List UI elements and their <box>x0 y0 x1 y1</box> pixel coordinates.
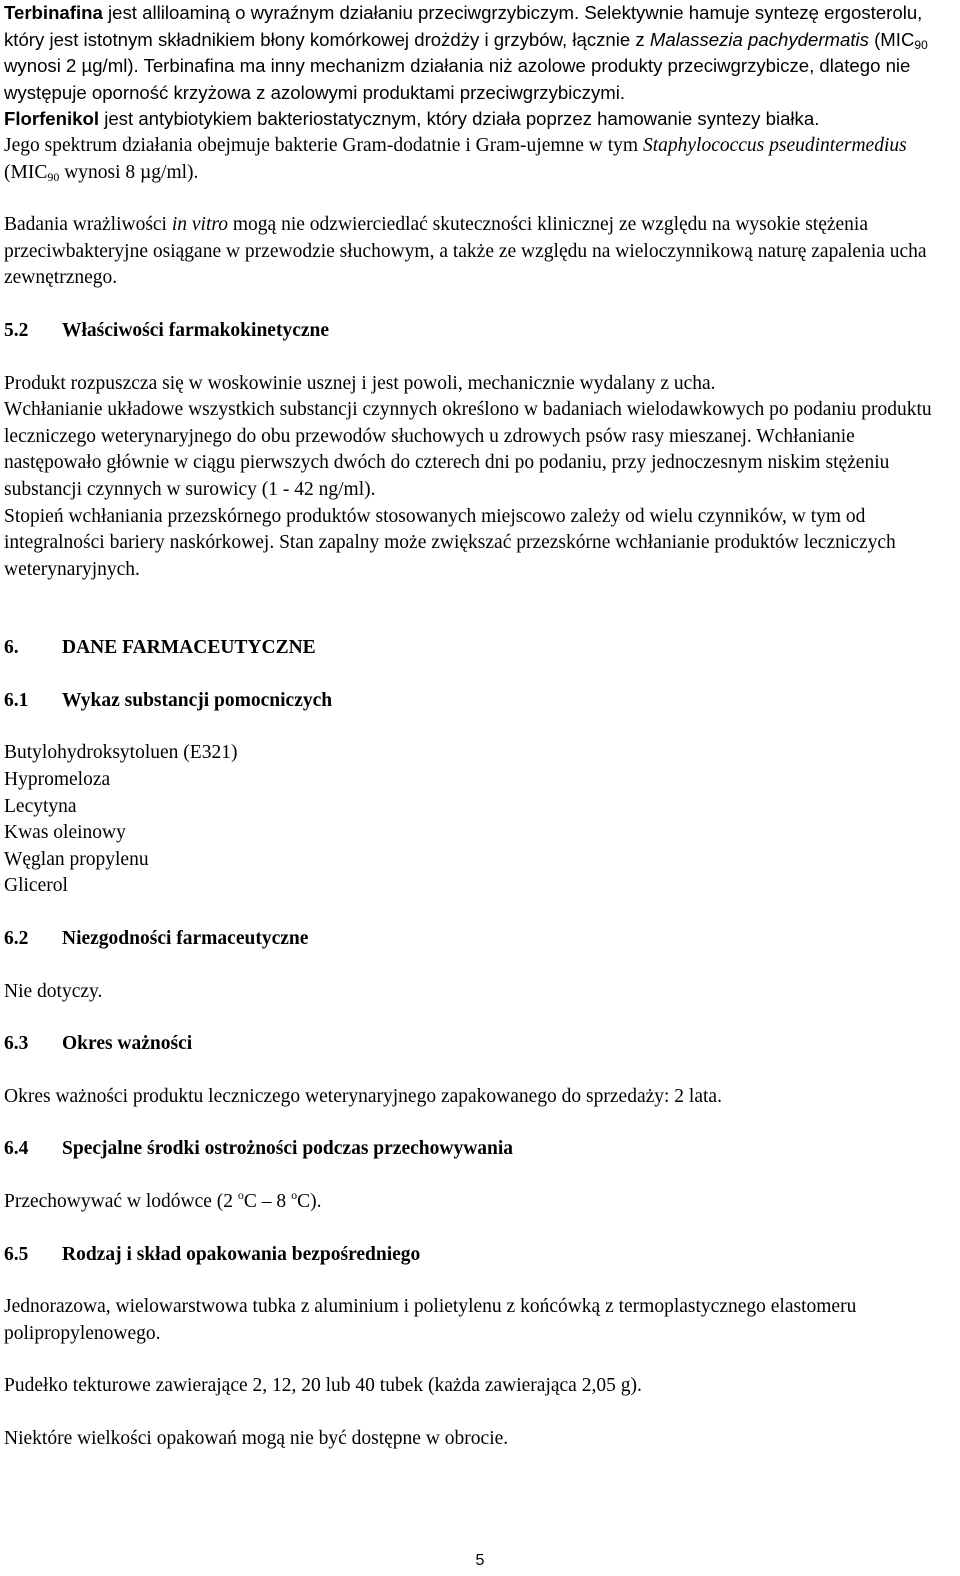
in-vitro-paragraph: Badania wrażliwości in vitro mogą nie odzwierciedlać skuteczności klinicznej ze względu na wysokie stężenia przeciwbakteryjne osiągane w przewodzie słuchowym, a także ze względu na wieloczynnikową naturę zapalenia ucha zewnętrznego. <box>4 214 927 289</box>
pk-paragraph-2: Wchłanianie układowe wszystkich substancji czynnych określono w badaniach wielodawkowych po podaniu produktu leczniczego weterynaryjnego do obu przewodów słuchowych u zdrowych psów rasy mieszanej. Wchłanianie następowało głównie w ciągu pierwszych dwóch do czterech dni po podaniu, przy jednoczesnym niskim stężeniu substancji czynnych w surowicy (1 - 42 ng/ml). <box>4 399 932 500</box>
list-item: Butylohydroksytoluen (E321) <box>4 742 238 764</box>
terbinafine-term: Terbinafina <box>4 2 103 23</box>
list-item: Hypromeloza <box>4 769 111 791</box>
section-heading-6-4: 6.4 Specjalne środki ostrożności podczas przechowywania <box>4 1138 514 1160</box>
packaging-paragraph-3: Niektóre wielkości opakowań mogą nie być dostępne w obrocie. <box>4 1427 509 1449</box>
pk-paragraph-3: Stopień wchłaniania przezskórnego produktów stosowanych miejscowo zależy od wielu czynników, w tym od integralności bariery naskórkowej. Stan zapalny może zwiększać przezskórne wchłanianie produktów leczniczych weterynaryjnych. <box>4 505 896 580</box>
pk-paragraph-1: Produkt rozpuszcza się w woskowinie usznej i jest powoli, mechanicznie wydalany z ucha. <box>4 372 716 394</box>
section-heading-6-1: 6.1 Wykaz substancji pomocniczych <box>4 689 333 711</box>
page-number: 5 <box>475 1552 485 1569</box>
document-page <box>4 0 956 1453</box>
florfenicol-paragraph: Florfenikol jest antybiotykiem bakteriostatycznym, który działa poprzez hamowanie syntezy białka. <box>4 108 820 130</box>
packaging-paragraph-1: Jednorazowa, wielowarstwowa tubka z aluminium i polietylenu z końcówką z termoplastycznego elastomeru polipropylenowego. <box>4 1296 857 1344</box>
florfenicol-term: Florfenikol <box>4 108 100 130</box>
spectrum-paragraph: Jego spektrum działania obejmuje bakterie Gram-dodatnie i Gram-ujemne w tym Staphylococcus pseudintermedius ($MIC_{90}$ wynosi 8 µg/ml). <box>4 134 907 184</box>
list-item: Kwas oleinowy <box>4 822 126 844</box>
section-heading-5-2: 5.2 Właściwości farmakokinetyczne <box>4 319 330 341</box>
list-item: Lecytyna <box>4 795 77 817</box>
section-heading-6: 6. DANE FARMACEUTYCZNE <box>4 637 316 659</box>
section-heading-6-3: 6.3 Okres ważności <box>4 1033 193 1055</box>
excipients-list <box>4 740 956 900</box>
incompatibilities-text: Nie dotyczy. <box>4 980 103 1002</box>
shelf-life-text: Okres ważności produktu leczniczego weterynaryjnego zapakowanego do sprzedaży: 2 lata. <box>4 1085 722 1107</box>
storage-text: Przechowywać w lodówce (2 $^o$C – 8 $^o$C). <box>4 1188 322 1212</box>
section-heading-6-2: 6.2 Niezgodności farmaceutyczne <box>4 928 309 950</box>
list-item: Węglan propylenu <box>4 848 149 870</box>
terbinafine-paragraph: Terbinafina jest alliloaminą o wyraźnym działaniu przeciwgrzybiczym. Selektywnie hamuje syntezę ergosterolu, który jest istotnym składnikiem błony komórkowej drożdży i grzybów, łącznie z Malassezia pachydermatis ($MIC_{90}$ wynosi 2 µg/ml). Terbinafina ma inny mechanizm działania niż azolowe produkty przeciwgrzybicze, dlatego nie występuje oporność krzyżowa z azolowymi produktami przeciwgrzybiczymi. <box>4 2 928 103</box>
packaging-paragraph-2: Pudełko tekturowe zawierające 2, 12, 20 lub 40 tubek (każda zawierająca 2,05 g). <box>4 1375 642 1397</box>
section-heading-6-5: 6.5 Rodzaj i skład opakowania bezpośredniego <box>4 1243 421 1265</box>
list-item: Glicerol <box>4 875 68 897</box>
